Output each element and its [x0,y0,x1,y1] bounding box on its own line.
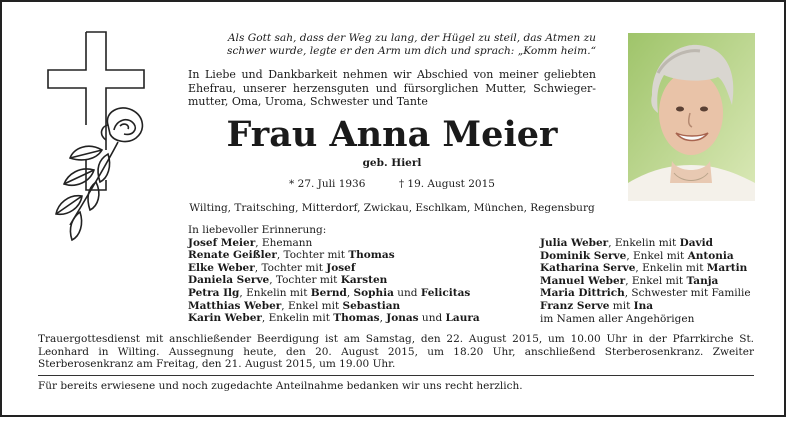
mourner-row: Maria Dittrich, Schwester mit Familie [540,287,751,300]
mourners-right-column [540,237,760,325]
mourner-row: Julia Weber, Enkelin mit David [540,237,713,249]
intro-text: In Liebe und Dankbarkeit nehmen wir Abschied von meiner geliebten Ehefrau, unserer herzensguten und fürsorglichen Mutter, Schwieger-mutter, Oma, Uroma, Schwester und Tante [188,68,596,108]
maiden-name: geb. Hierl [362,157,422,169]
life-dates [188,178,596,190]
mourner-row: Franz Serve mit Ina [540,299,654,312]
mourner-row: Manuel Weber, Enkel mit Tanja [540,274,719,287]
quote-line: schwer wurde, legte er den Arm um dich und sprach: „Komm heim.“ [227,45,596,57]
divider [38,375,754,376]
portrait-photo [628,33,755,201]
places-list: Wilting, Traitsching, Mitterdorf, Zwickau, Eschlkam, München, Regensburg [189,202,595,214]
mourners-left-column [188,224,528,325]
mourner-row: Matthias Weber, Enkel mit Sebastian [188,299,401,312]
birth-date: * 27. Juli 1936 [289,178,366,190]
mourner-row: Karin Weber, Enkelin mit Thomas, Jonas und Laura [188,312,480,325]
thanks-text: Für bereits erwiesene und noch zugedachte Anteilnahme bedanken wir uns recht herzlich. [38,380,523,392]
quote [192,32,596,58]
funeral-details: Trauergottesdienst mit anschließender Beerdigung ist am Samstag, den 22. August 2015, um 10.00 Uhr in der Pfarrkirche St. Leonhard in Wilting. Aussegnung heute, den 20. August 2015, um 18.20 Uhr, anschließend Sterberosenkranz. Zweiter Sterberosenkranz am Freitag, den 21. August 2015, um 19.00 Uhr. [38,333,754,371]
death-date: † 19. August 2015 [398,178,495,190]
mourner-row: Josef Meier, Ehemann [188,236,313,249]
mourner-row: Renate Geißler, Tochter mit Thomas [188,249,395,262]
cross-with-rose-icon [36,30,156,250]
quote-line: Als Gott sah, dass der Weg zu lang, der Hügel zu steil, das Atmen zu [227,32,596,44]
mourners-heading: In liebevoller Erinnerung: [188,224,327,236]
mourner-row: Katharina Serve, Enkelin mit Martin [540,262,748,275]
mourner-row: Daniela Serve, Tochter mit Karsten [188,274,388,287]
mourner-row: Dominik Serve, Enkel mit Antonia [540,249,734,262]
mourner-row: Elke Weber, Tochter mit Josef [188,261,356,274]
mourner-row: im Namen aller Angehörigen [540,312,695,325]
deceased-name: Frau Anna Meier [226,114,558,155]
portrait-image [628,33,755,201]
mourner-row: Petra Ilg, Enkelin mit Bernd, Sophia und Felicitas [188,286,471,299]
